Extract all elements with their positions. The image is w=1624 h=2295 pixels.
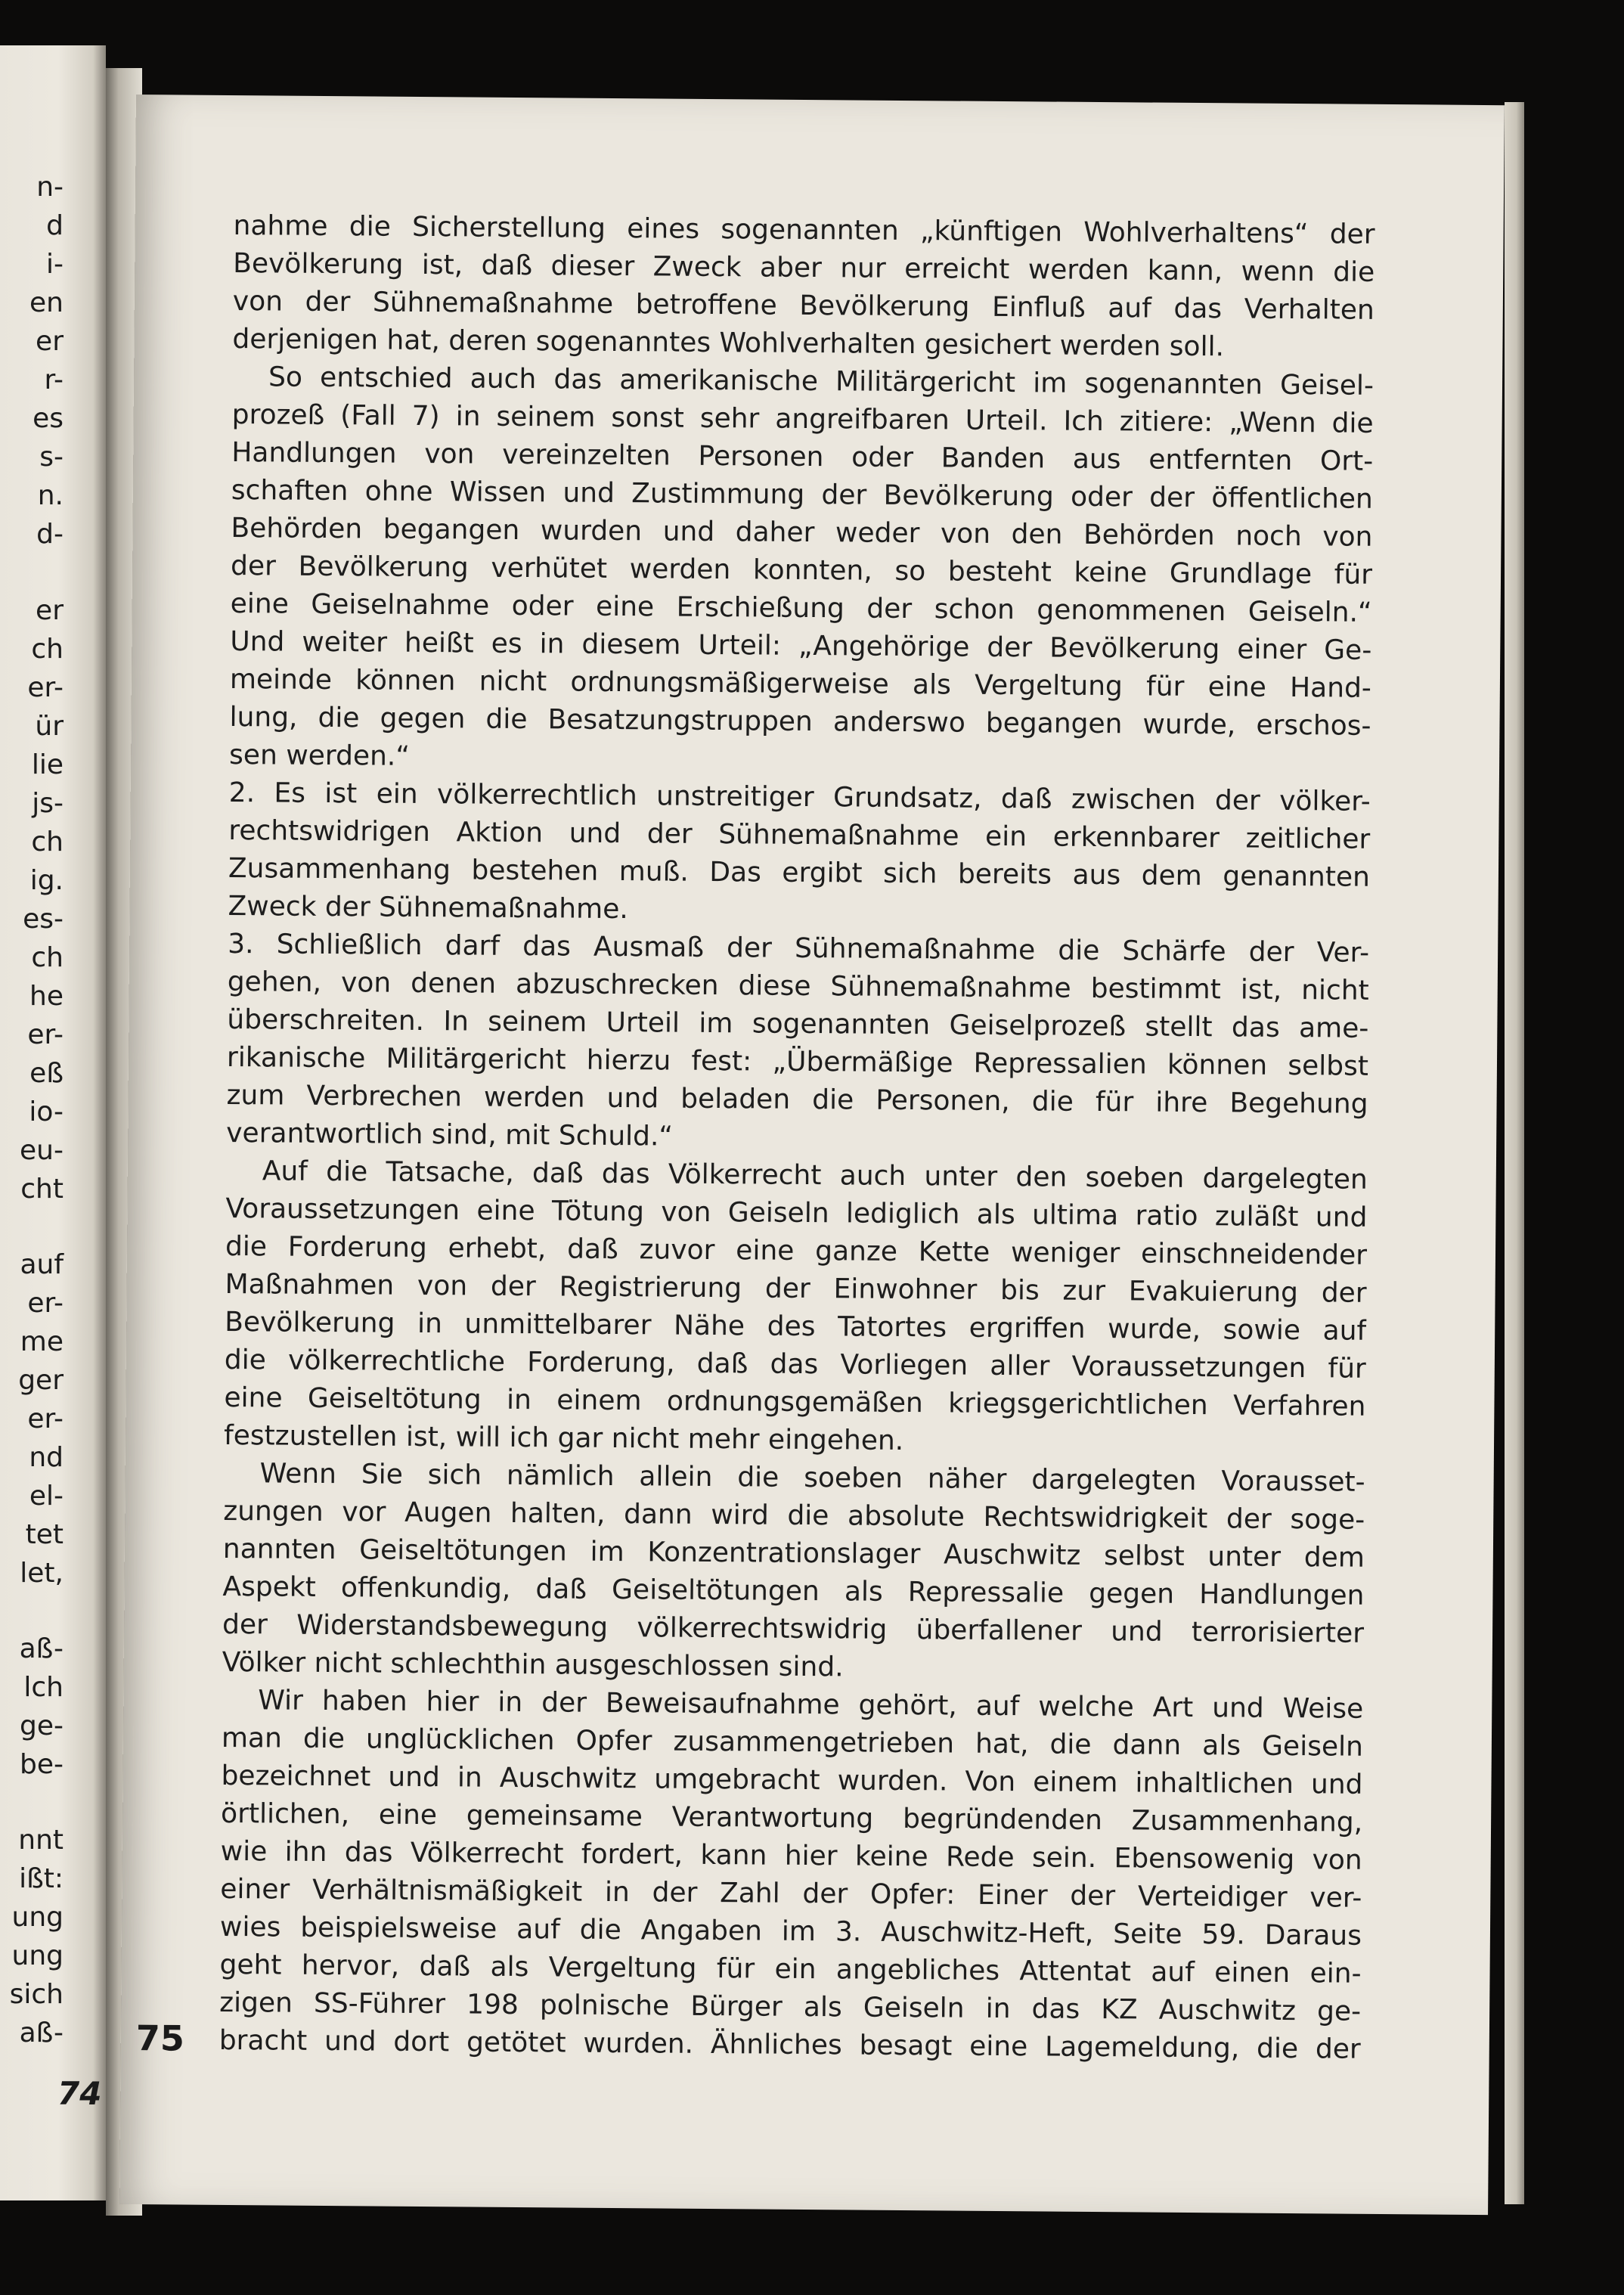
previous-page-fragment: r- xyxy=(44,364,64,395)
previous-page-fragment: s- xyxy=(39,442,64,473)
text-line: wies beispielsweise auf die Angaben im 3. Auschwitz-Heft, Seite 59. Daraus xyxy=(219,1911,1362,1952)
page-stack-edge xyxy=(1505,102,1524,2204)
text-line: rechtswidrigen Aktion und der Sühnemaßnahme ein erkennbarer zeitlicher xyxy=(228,814,1371,855)
text-line: Voraussetzungen eine Tötung von Geiseln lediglich als ultima ratio zuläßt und xyxy=(225,1192,1368,1233)
text-line: der Widerstandsbewegung völkerrechtswidrig überfallener und terrorisierter xyxy=(222,1608,1365,1649)
previous-page-fragment: eß xyxy=(29,1058,64,1089)
page-body-text xyxy=(219,207,1375,2069)
previous-page-fragment: let, xyxy=(20,1558,64,1589)
text-line: festzustellen ist, will ich gar nicht mehr eingehen. xyxy=(223,1419,904,1457)
previous-page xyxy=(0,45,106,2200)
text-line: Handlungen von vereinzelten Personen oder Banden aus entfernten Ort- xyxy=(231,437,1374,477)
text-line: zigen SS-Führer 198 polnische Bürger als Geiseln in das KZ Auschwitz ge- xyxy=(219,1986,1362,2027)
text-line: 2. Es ist ein völkerrechtlich unstreitiger Grundsatz, daß zwischen der völker- xyxy=(228,777,1371,817)
text-line: wie ihn das Völkerrecht fordert, kann hier keine Rede sein. Ebensowenig von xyxy=(220,1835,1362,1876)
text-line: prozeß (Fall 7) in seinem sonst sehr angreifbaren Urteil. Ich zitiere: „Wenn die xyxy=(231,399,1374,439)
previous-page-fragment: nnt xyxy=(18,1825,64,1856)
text-line: sen werden.“ xyxy=(228,739,411,772)
text-line: man die unglücklichen Opfer zusammengetrieben hat, die dann als Geiseln xyxy=(221,1722,1364,1763)
text-line: verantwortlich sind, mit Schuld.“ xyxy=(226,1117,674,1152)
previous-page-fragment: i- xyxy=(46,249,64,280)
previous-page-fragment: he xyxy=(29,981,64,1012)
previous-page-fragment: cht xyxy=(20,1174,64,1205)
text-line: zum Verbrechen werden und beladen die Personen, die für ihre Begehung xyxy=(226,1079,1368,1120)
previous-page-fragment: js- xyxy=(32,788,64,819)
text-line: eine Geiselnahme oder eine Erschießung der schon genommenen Geiseln.“ xyxy=(230,588,1372,628)
text-line: der Bevölkerung verhütet werden konnten, so besteht keine Grundlage für xyxy=(230,550,1373,591)
text-line: Maßnahmen von der Registrierung der Einwohner bis zur Evakuierung der xyxy=(225,1268,1367,1309)
text-line: nannten Geiseltötungen im Konzentrationslager Auschwitz selbst unter dem xyxy=(222,1533,1365,1574)
text-line: Wenn Sie sich nämlich allein die soeben näher dargelegten Vorausset- xyxy=(259,1458,1365,1498)
previous-page-fragment: be- xyxy=(20,1749,64,1780)
previous-page-fragment: er- xyxy=(27,1019,64,1050)
previous-page-fragment: tet xyxy=(25,1519,64,1550)
text-line: Bevölkerung ist, daß dieser Zweck aber nur erreicht werden kann, wenn die xyxy=(233,248,1375,288)
previous-page-fragment: aß- xyxy=(19,1633,64,1664)
text-line: die völkerrechtliche Forderung, daß das Vorliegen aller Voraussetzungen für xyxy=(224,1344,1366,1385)
previous-page-fragment: ch xyxy=(31,827,64,858)
previous-page-fragment: nd xyxy=(29,1442,64,1473)
text-line: 3. Schließlich darf das Ausmaß der Sühnemaßnahme die Schärfe der Ver- xyxy=(228,928,1370,969)
previous-page-fragment: ung xyxy=(11,1940,64,1971)
previous-page-fragment: n- xyxy=(36,172,64,203)
text-line: Völker nicht schlechthin ausgeschlossen sind. xyxy=(222,1646,844,1683)
text-line: einer Verhältnismäßigkeit in der Zahl der Opfer: Einer der Verteidiger ver- xyxy=(220,1873,1362,1914)
text-line: schaften ohne Wissen und Zustimmung der Bevölkerung oder der öffentlichen xyxy=(231,475,1374,515)
previous-page-fragment: ung xyxy=(11,1902,64,1933)
previous-page-fragment: ch xyxy=(31,634,64,665)
previous-page-fragment: er- xyxy=(27,672,64,703)
text-line: überschreiten. In seinem Urteil im sogenannten Geiselprozeß stellt das ame- xyxy=(227,1003,1369,1044)
page-number: 75 xyxy=(135,2017,185,2059)
text-line: bracht und dort getötet wurden. Ähnliches besagt eine Lagemeldung, die der xyxy=(218,2024,1361,2065)
previous-page-fragment: er- xyxy=(27,1288,64,1319)
text-line: derjenigen hat, deren sogenanntes Wohlverhalten gesichert werden soll. xyxy=(232,324,1225,363)
previous-page-fragment: en xyxy=(29,287,64,318)
text-line: Aspekt offenkundig, daß Geiseltötungen als Repressalie gegen Handlungen xyxy=(222,1571,1365,1611)
previous-page-fragment: er xyxy=(36,595,64,626)
previous-page-fragment: lie xyxy=(31,749,64,780)
text-line: von der Sühnemaßnahme betroffene Bevölkerung Einfluß auf das Verhalten xyxy=(232,286,1375,326)
previous-page-fragment: ger xyxy=(18,1365,64,1396)
text-line: Wir haben hier in der Beweisaufnahme gehört, auf welche Art und Weise xyxy=(258,1685,1364,1725)
text-line: Zweck der Sühnemaßnahme. xyxy=(228,890,628,926)
previous-page-fragment: es xyxy=(33,403,64,434)
previous-page-fragment: aß- xyxy=(19,2017,64,2048)
text-line: eine Geiseltötung in einem ordnungsgemäßen kriegsgerichtlichen Verfahren xyxy=(224,1382,1366,1422)
text-line: nahme die Sicherstellung eines sogenannten „künftigen Wohlverhaltens“ der xyxy=(233,210,1375,250)
current-page xyxy=(119,95,1505,2215)
previous-page-fragment: el- xyxy=(29,1481,64,1512)
previous-page-fragment: ißt: xyxy=(19,1863,64,1894)
text-line: örtlichen, eine gemeinsame Verantwortung begründenden Zusammenhang, xyxy=(220,1797,1363,1838)
previous-page-number: 74 xyxy=(57,2075,102,2112)
previous-page-fragment: er xyxy=(36,326,64,357)
previous-page-fragment: n. xyxy=(37,480,64,511)
text-line: geht hervor, daß als Vergeltung für ein angebliches Attentat auf einen ein- xyxy=(219,1949,1362,1990)
text-line: Zusammenhang bestehen muß. Das ergibt sich bereits aus dem genannten xyxy=(228,852,1371,893)
previous-page-fragment: es- xyxy=(23,904,64,935)
previous-page-fragment: me xyxy=(20,1326,64,1357)
text-line: So entschied auch das amerikanische Militärgericht im sogenannten Geisel- xyxy=(268,361,1375,402)
previous-page-fragment: d xyxy=(46,210,64,241)
text-line: bezeichnet und in Auschwitz umgebracht wurden. Von einem inhaltlichen und xyxy=(221,1760,1363,1800)
text-line: lung, die gegen die Besatzungstruppen anderswo begangen wurde, erschos- xyxy=(229,701,1371,742)
previous-page-fragment: ür xyxy=(35,711,64,742)
previous-page-fragment: er- xyxy=(27,1403,64,1434)
previous-page-fragment: d- xyxy=(36,519,64,550)
text-line: rikanische Militärgericht hierzu fest: „Übermäßige Repressalien können selbst xyxy=(226,1041,1369,1082)
previous-page-fragment: io- xyxy=(29,1096,64,1127)
previous-page-fragment: ig. xyxy=(29,865,64,896)
previous-page-fragment: ch xyxy=(31,942,64,973)
previous-page-text-edges xyxy=(0,45,76,2200)
previous-page-fragment: auf xyxy=(20,1249,64,1280)
text-line: die Forderung erhebt, daß zuvor eine ganze Kette weniger einschneidender xyxy=(225,1230,1368,1271)
previous-page-fragment: sich xyxy=(9,1979,64,2010)
text-line: Behörden begangen wurden und daher weder von den Behörden noch von xyxy=(231,513,1373,553)
text-line: Und weiter heißt es in diesem Urteil: „Angehörige der Bevölkerung einer Ge- xyxy=(230,625,1372,666)
text-line: Auf die Tatsache, daß das Völkerrecht auch unter den soeben dargelegten xyxy=(262,1155,1368,1196)
text-line: zungen vor Augen halten, dann wird die absolute Rechtswidrigkeit der soge- xyxy=(223,1495,1365,1536)
text-line: Bevölkerung in unmittelbarer Nähe des Tatortes ergriffen wurde, sowie auf xyxy=(225,1306,1367,1347)
previous-page-fragment: ge- xyxy=(20,1710,64,1741)
previous-page-fragment: eu- xyxy=(20,1135,64,1166)
previous-page-fragment: lch xyxy=(23,1672,64,1703)
text-line: gehen, von denen abzuschrecken diese Sühnemaßnahme bestimmt ist, nicht xyxy=(227,966,1369,1006)
text-line: meinde können nicht ordnungsmäßigerweise als Vergeltung für eine Hand- xyxy=(229,663,1372,704)
